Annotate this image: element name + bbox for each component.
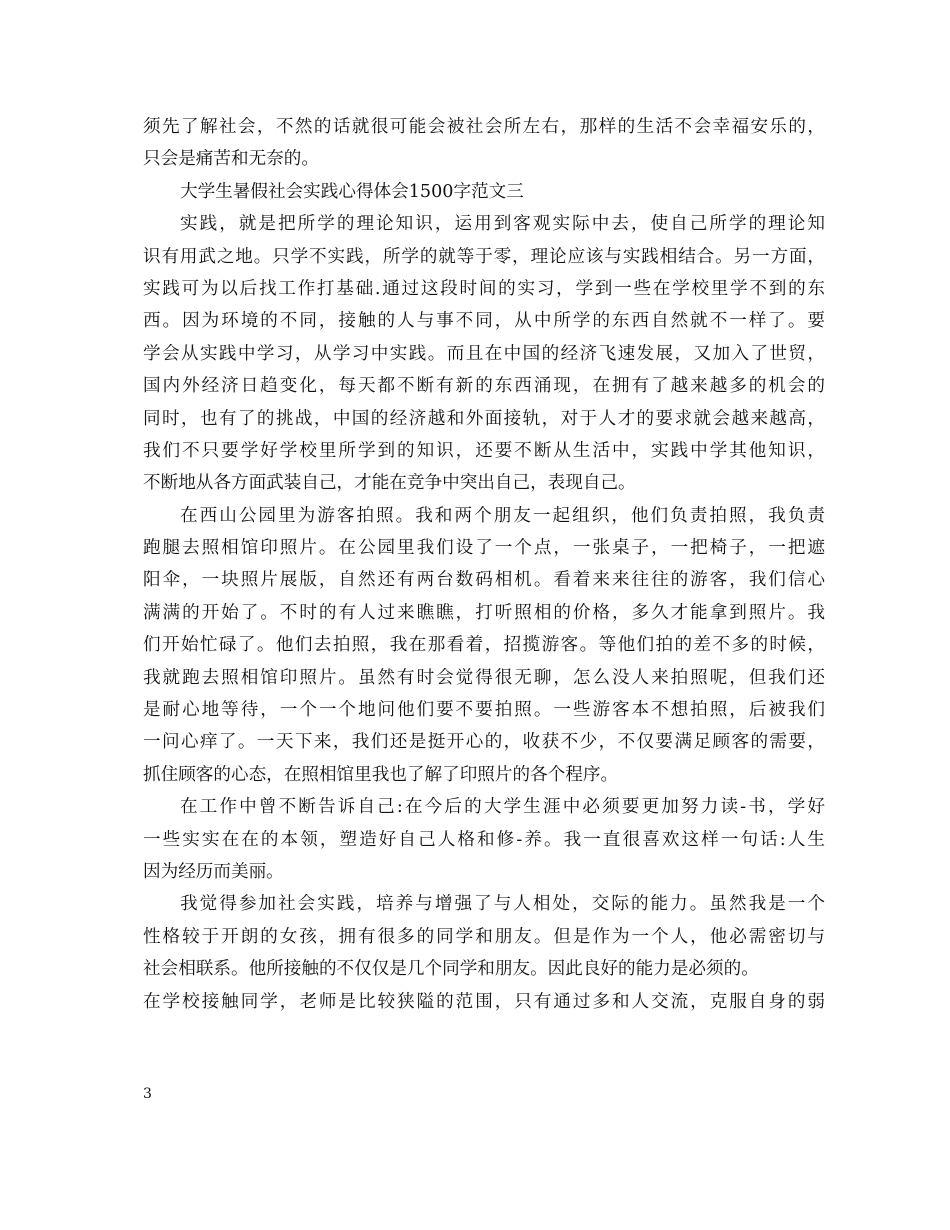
text-line: 只会是痛苦和无奈的。 bbox=[143, 149, 319, 170]
text-line: 性格较于开朗的女孩，拥有很多的同学和朋友。但是作为一个人，他必需密切与 bbox=[143, 926, 825, 947]
text-line: 跑腿去照相馆印照片。在公园里我们设了一个点，一张桌子，一把椅子，一把遮 bbox=[143, 538, 825, 559]
text-line: 在工作中曾不断告诉自己:在今后的大学生涯中必须要更加努力读-书，学好 bbox=[180, 797, 825, 818]
text-line: 抓住顾客的心态，在照相馆里我也了解了印照片的各个程序。 bbox=[143, 764, 619, 785]
page-number: 3 bbox=[143, 1086, 152, 1102]
text-line: 我就跑去照相馆印照片。虽然有时会觉得很无聊，怎么没人来拍照呢，但我们还 bbox=[143, 667, 825, 688]
text-line: 们开始忙碌了。他们去拍照，我在那看着，招揽游客。等他们拍的差不多的时候， bbox=[143, 635, 825, 656]
text-line: 一问心痒了。一天下来，我们还是挺开心的，收获不少，不仅要满足顾客的需要， bbox=[143, 732, 825, 753]
text-line: 在学校接触同学，老师是比较狭隘的范围，只有通过多和人交流，克服自身的弱 bbox=[143, 991, 825, 1012]
text-line: 是耐心地等待，一个一个地问他们要不要拍照。一些游客本不想拍照，后被我们 bbox=[143, 700, 825, 721]
text-line: 我们不只要学好学校里所学到的知识，还要不断从生活中，实践中学其他知识， bbox=[143, 440, 825, 461]
text-line: 学会从实践中学习，从学习中实践。而且在中国的经济飞速发展，又加入了世贸， bbox=[143, 343, 825, 364]
text-line: 识有用武之地。只学不实践，所学的就等于零，理论应该与实践相结合。另一方面， bbox=[143, 246, 825, 267]
text-line: 国内外经济日趋变化，每天都不断有新的东西涌现，在拥有了越来越多的机会的 bbox=[143, 376, 825, 397]
text-line: 同时，也有了的挑战，中国的经济越和外面接轨，对于人才的要求就会越来越高， bbox=[143, 408, 825, 429]
text-line: 社会相联系。他所接触的不仅仅是几个同学和朋友。因此良好的能力是必须的。 bbox=[143, 959, 759, 980]
document-body bbox=[143, 111, 825, 1018]
text-line: 阳伞，一块照片展版，自然还有两台数码相机。看着来来往往的游客，我们信心 bbox=[143, 570, 825, 591]
text-line: 一些实实在在的本领，塑造好自己人格和修-养。我一直很喜欢这样一句话:人生 bbox=[143, 829, 825, 850]
text-line: 因为经历而美丽。 bbox=[143, 861, 284, 882]
text-line: 须先了解社会，不然的话就很可能会被社会所左右，那样的生活不会幸福安乐的， bbox=[143, 117, 825, 137]
text-line: 西。因为环境的不同，接触的人与事不同，从中所学的东西自然就不一样了。要 bbox=[143, 311, 825, 332]
text-line: 大学生暑假社会实践心得体会1500字范文三 bbox=[180, 181, 524, 202]
text-line: 我觉得参加社会实践，培养与增强了与人相处，交际的能力。虽然我是一个 bbox=[180, 894, 825, 915]
text-line: 不断地从各方面武装自己，才能在竞争中突出自己，表现自己。 bbox=[143, 473, 636, 494]
text-line: 在西山公园里为游客拍照。我和两个朋友一起组织，他们负责拍照，我负责 bbox=[180, 505, 825, 526]
text-line: 实践，就是把所学的理论知识，运用到客观实际中去，使自己所学的理论知 bbox=[180, 214, 825, 235]
text-line: 满满的开始了。不时的有人过来瞧瞧，打听照相的价格，多久才能拿到照片。我 bbox=[143, 602, 825, 623]
text-line: 实践可为以后找工作打基础.通过这段时间的实习，学到一些在学校里学不到的东 bbox=[143, 278, 825, 299]
